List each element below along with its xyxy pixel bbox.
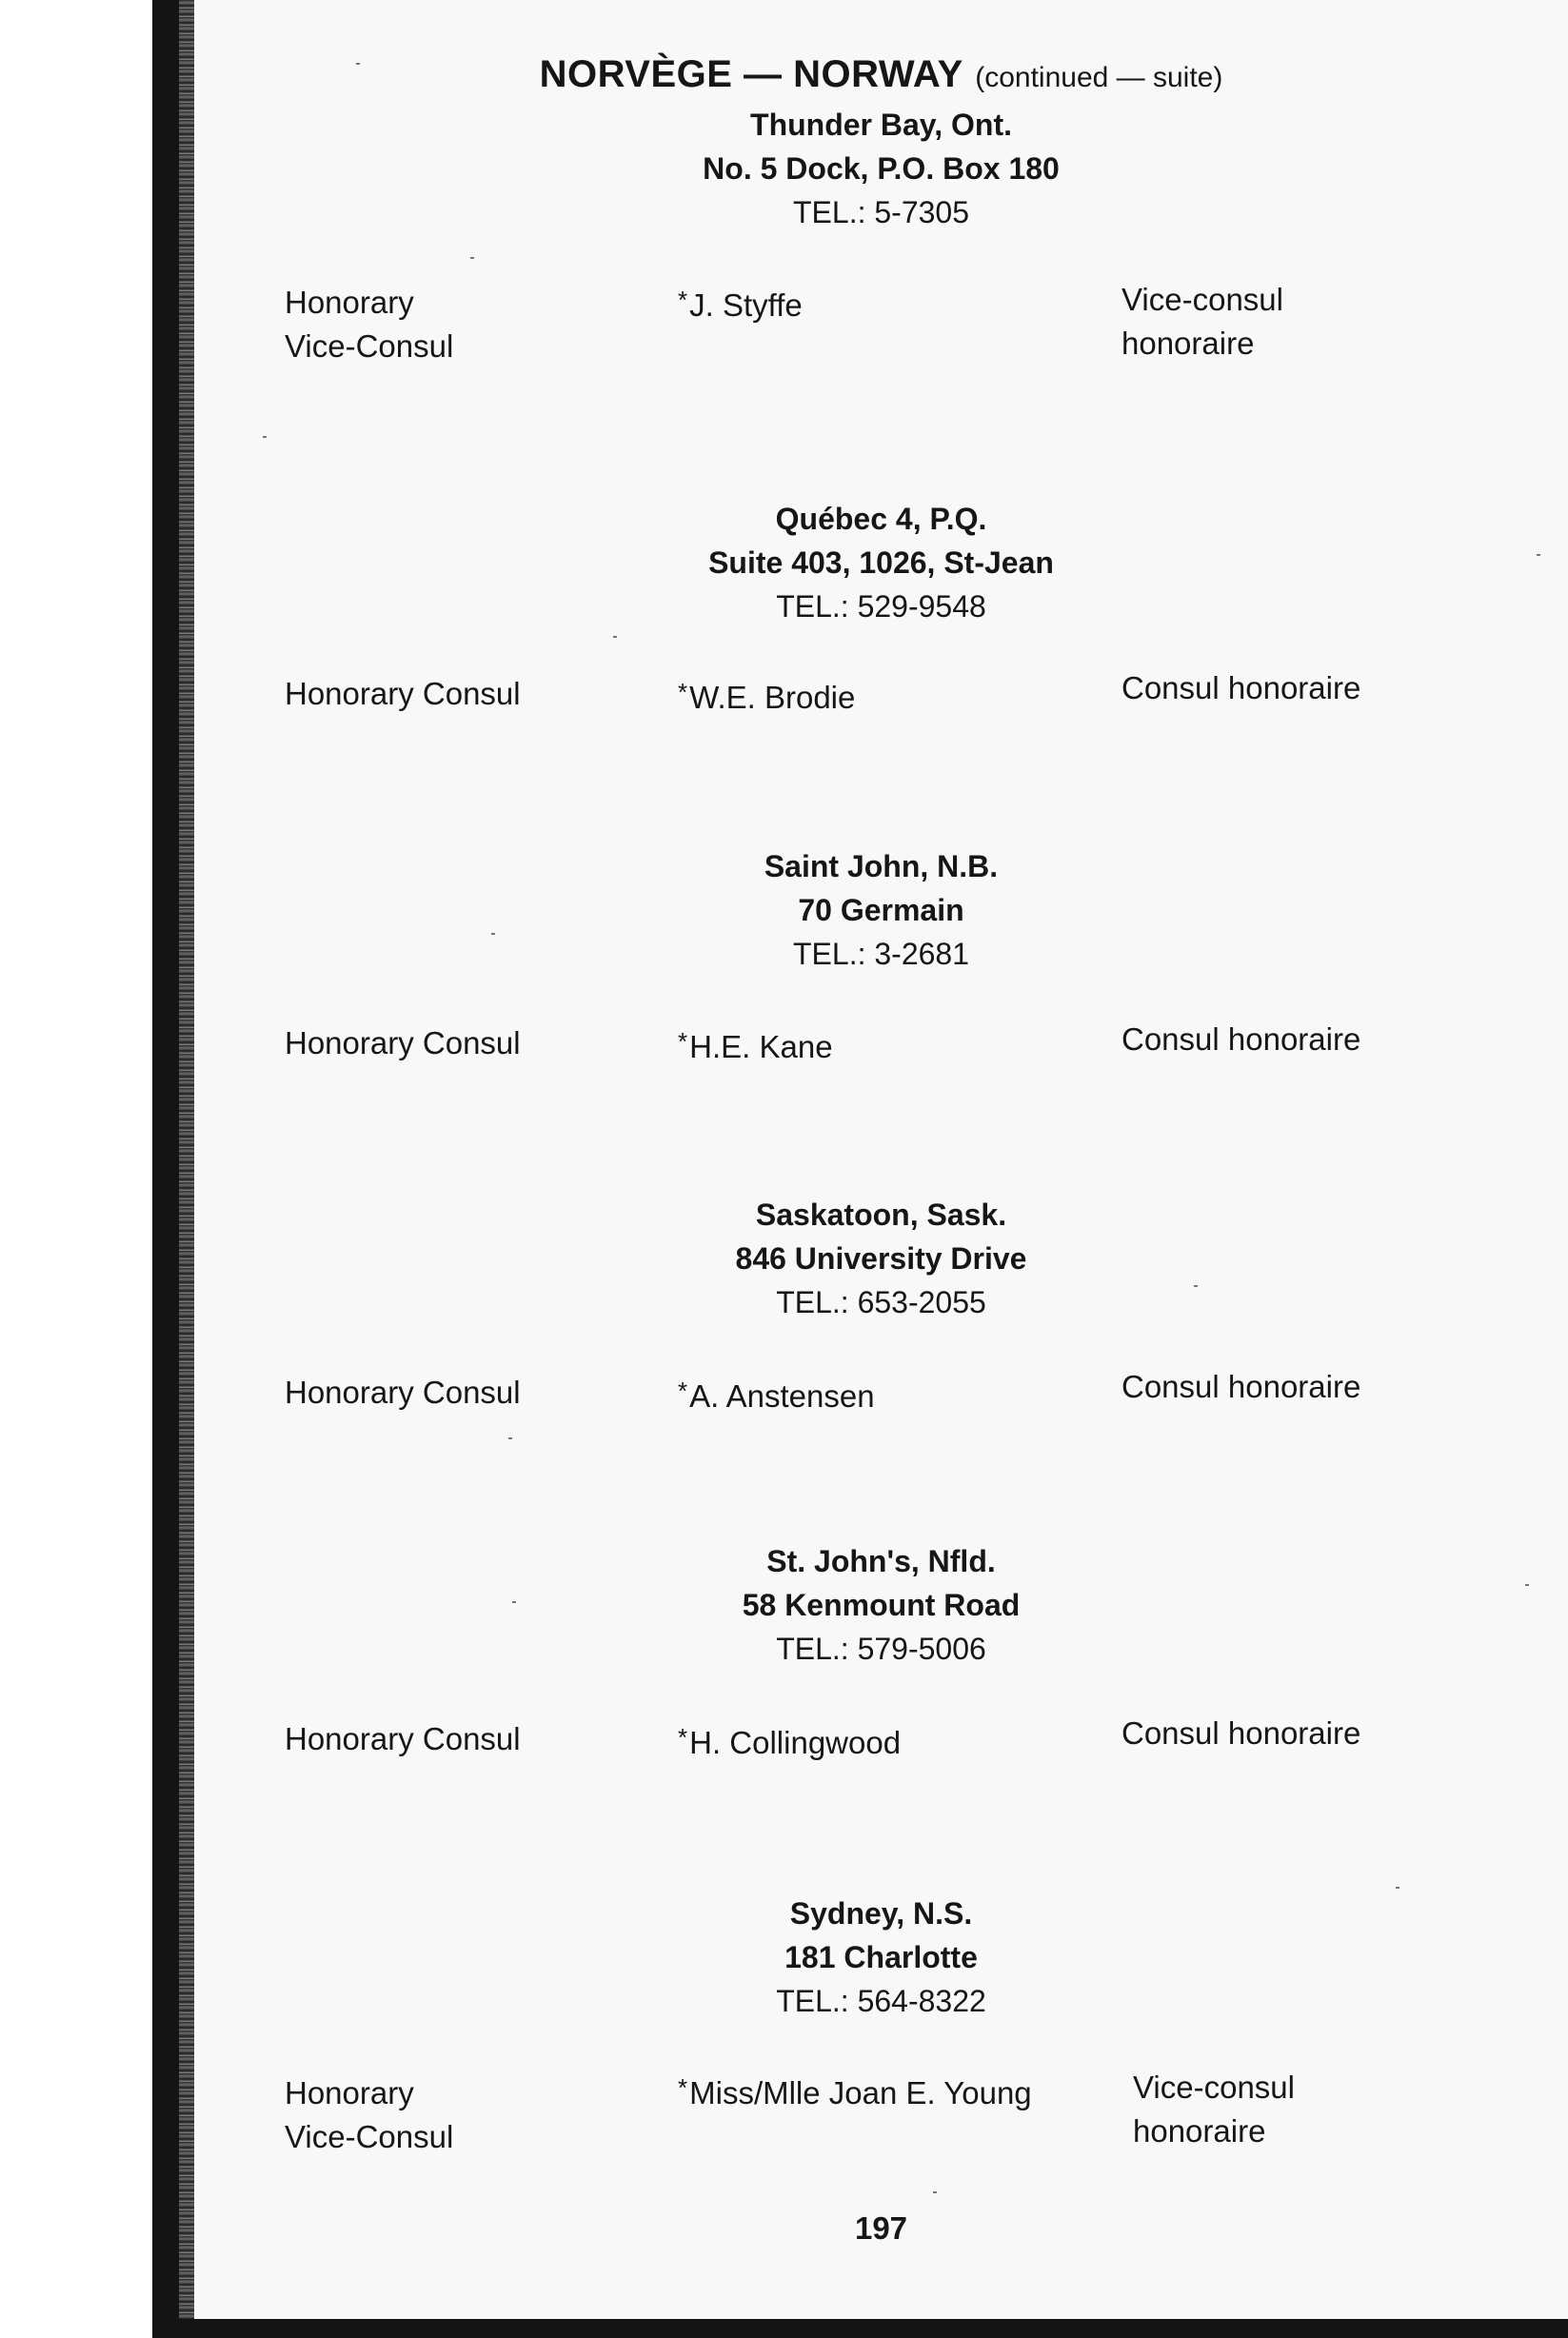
office-address <box>194 497 1568 628</box>
marker: * <box>678 2073 688 2102</box>
title-english <box>285 1717 521 1761</box>
office-city: Saskatoon, Sask. <box>755 1198 1007 1232</box>
title-english <box>285 1371 521 1415</box>
office-street: 70 Germain <box>798 893 964 927</box>
office-city: Sydney, N.S. <box>789 1896 973 1931</box>
office-street: 58 Kenmount Road <box>742 1588 1021 1622</box>
title-english-line: Honorary <box>285 2075 414 2110</box>
consul-name-text: H.E. Kane <box>689 1029 833 1064</box>
title-french <box>1121 1018 1360 1061</box>
title-english-line: Honorary Consul <box>285 1721 521 1756</box>
scan-speck <box>508 1437 512 1439</box>
office-telephone: TEL.: 579-5006 <box>776 1632 986 1666</box>
scan-speck <box>1194 1285 1198 1287</box>
page-header <box>194 53 1568 96</box>
consul-name-text: Miss/Mlle Joan E. Young <box>689 2075 1032 2110</box>
scan-speck <box>512 1601 516 1603</box>
office-city: Saint John, N.B. <box>764 849 999 883</box>
title-french <box>1133 2066 1295 2153</box>
continued-note: (continued — suite) <box>975 62 1223 93</box>
office-street: 846 University Drive <box>735 1241 1027 1276</box>
title-french-line: honoraire <box>1121 326 1255 361</box>
title-english <box>285 1021 521 1065</box>
scan-speck <box>491 933 495 935</box>
scan-speck <box>1537 554 1540 556</box>
title-french <box>1121 278 1283 366</box>
office-telephone: TEL.: 529-9548 <box>776 589 986 624</box>
office-city: St. John's, Nfld. <box>766 1544 996 1578</box>
document-page <box>194 0 1568 2319</box>
scan-speck <box>933 2191 937 2193</box>
marker: * <box>678 1377 688 1405</box>
title-english <box>285 672 521 716</box>
title-english <box>285 281 453 368</box>
consul-name-text: H. Collingwood <box>689 1725 902 1760</box>
page-number: 197 <box>854 2210 908 2246</box>
office-telephone: TEL.: 564-8322 <box>776 1984 986 2018</box>
title-french <box>1121 666 1360 710</box>
office-city: Thunder Bay, Ont. <box>750 108 1012 142</box>
title-english-line: Honorary Consul <box>285 676 521 711</box>
office-address <box>194 103 1568 234</box>
country-title: NORVÈGE — NORWAY <box>539 53 963 95</box>
marker: * <box>678 678 688 706</box>
title-french-line: Consul honoraire <box>1121 1021 1361 1057</box>
marker: * <box>678 1027 688 1056</box>
title-english-line: Honorary Consul <box>285 1375 521 1410</box>
bottom-edge <box>152 2319 1568 2338</box>
consul-name <box>678 1369 875 1418</box>
marker: * <box>678 1723 688 1752</box>
title-french <box>1121 1712 1360 1755</box>
scan-speck <box>470 257 474 259</box>
office-telephone: TEL.: 5-7305 <box>793 195 969 229</box>
office-street: No. 5 Dock, P.O. Box 180 <box>703 151 1060 186</box>
title-english-line: Honorary <box>285 285 414 320</box>
title-french-line: Consul honoraire <box>1121 670 1361 705</box>
office-address <box>194 844 1568 976</box>
office-address <box>194 1539 1568 1671</box>
scan-speck <box>1396 1887 1399 1889</box>
title-french-line: Vice-consul <box>1121 282 1283 317</box>
consul-name <box>678 278 803 327</box>
consul-name-text: A. Anstensen <box>689 1378 875 1414</box>
consul-name-text: W.E. Brodie <box>689 680 856 715</box>
title-english-line: Vice-Consul <box>285 328 454 364</box>
scan-speck <box>263 436 267 438</box>
title-french <box>1121 1365 1360 1409</box>
office-address <box>194 1892 1568 2023</box>
office-telephone: TEL.: 653-2055 <box>776 1285 986 1319</box>
office-city: Québec 4, P.Q. <box>775 502 987 536</box>
consul-name <box>678 1715 901 1765</box>
consul-name <box>678 1020 833 1069</box>
office-address <box>194 1193 1568 1324</box>
scan-speck <box>356 63 360 65</box>
title-french-line: Vice-consul <box>1133 2070 1295 2105</box>
scan-speck <box>1525 1584 1529 1586</box>
title-french-line: Consul honoraire <box>1121 1715 1361 1751</box>
title-english-line: Honorary Consul <box>285 1025 521 1060</box>
marker: * <box>678 286 688 314</box>
binding-texture <box>179 0 194 2338</box>
title-french-line: honoraire <box>1133 2113 1266 2149</box>
scan-speck <box>613 636 617 638</box>
consul-name-text: J. Styffe <box>689 287 803 323</box>
page-margin <box>0 0 152 2338</box>
consul-name <box>678 2066 1032 2115</box>
office-telephone: TEL.: 3-2681 <box>793 937 969 971</box>
title-english-line: Vice-Consul <box>285 2119 454 2154</box>
office-street: 181 Charlotte <box>784 1940 978 1974</box>
consul-name <box>678 670 855 720</box>
title-english <box>285 2071 453 2159</box>
office-street: Suite 403, 1026, St-Jean <box>708 545 1054 580</box>
title-french-line: Consul honoraire <box>1121 1369 1361 1404</box>
